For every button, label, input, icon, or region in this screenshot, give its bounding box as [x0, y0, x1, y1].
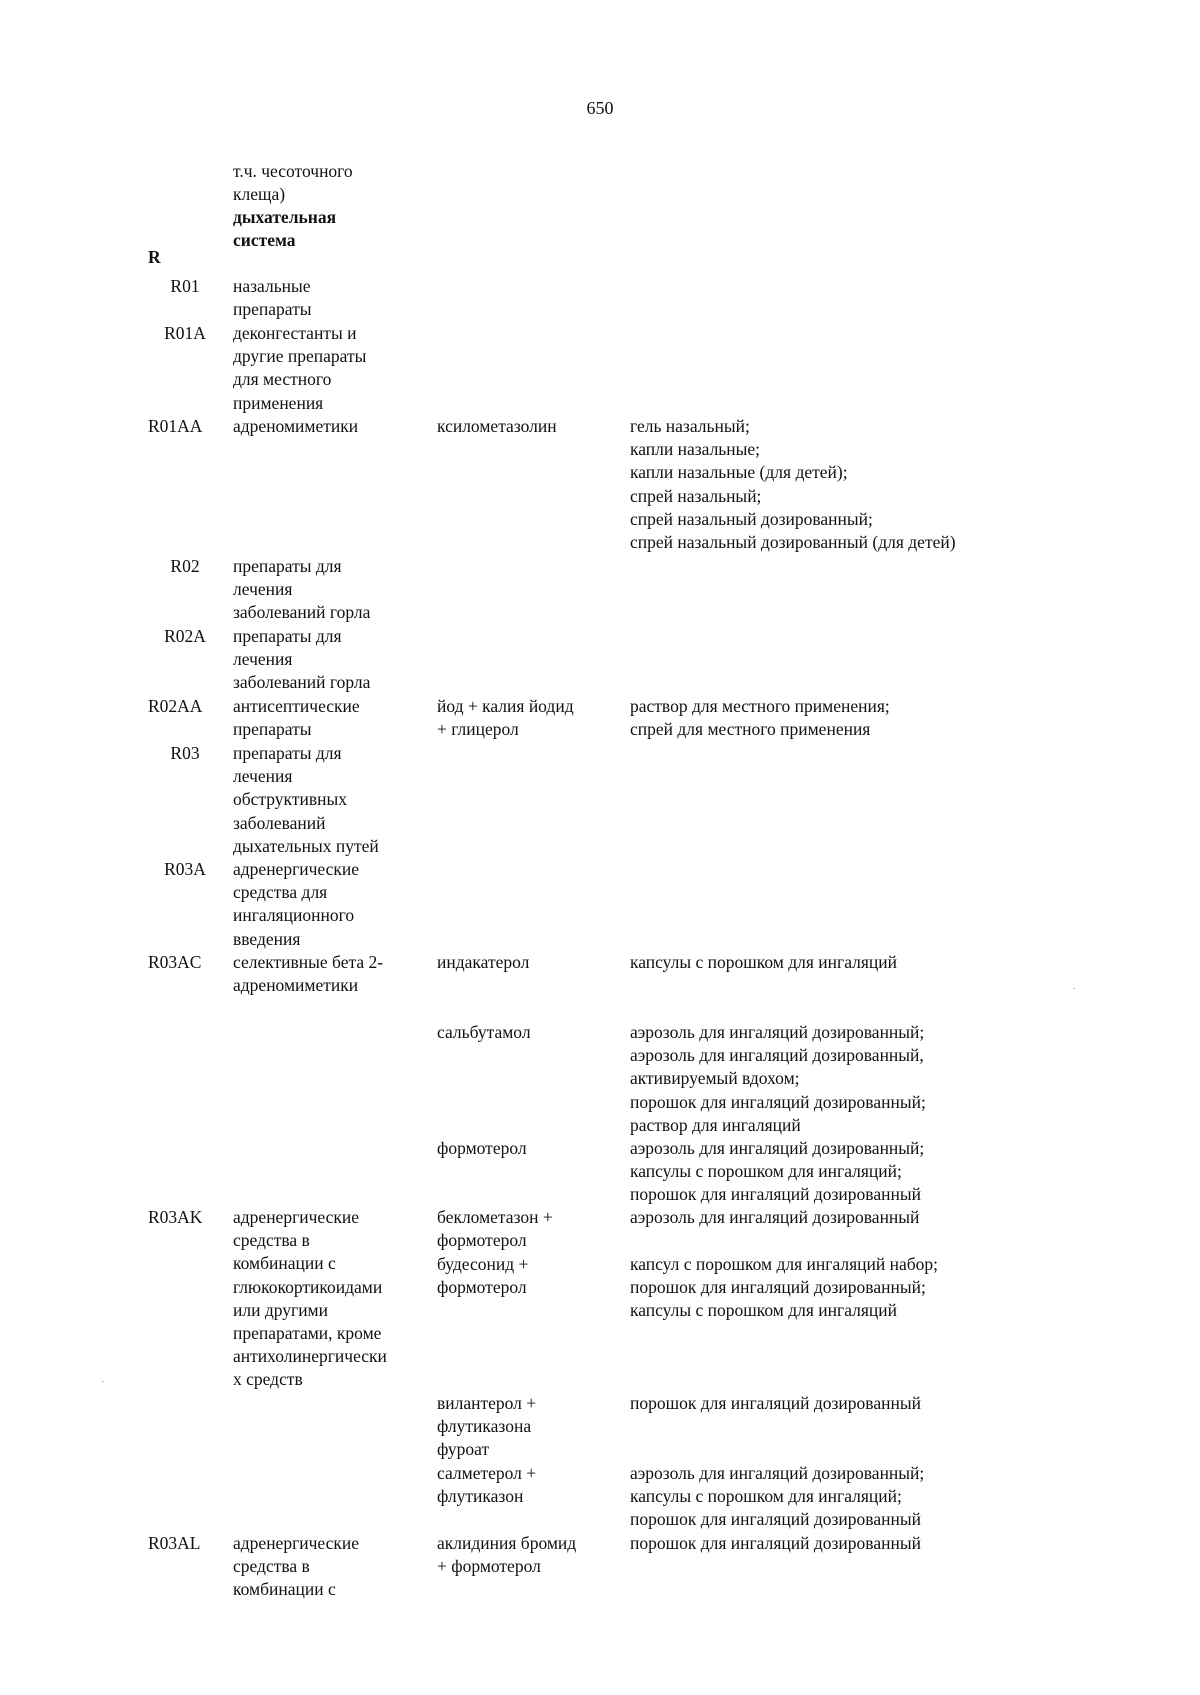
row-code: R02 — [170, 556, 200, 576]
row-name: т.ч. чесоточного клеща) — [233, 161, 353, 205]
row-form: капсул с порошком для ингаляций набор; порошок для ингаляций дозированный; капсулы с порошком для ингаляций — [630, 1254, 939, 1321]
row-name: селективные бета 2- адреномиметики — [233, 952, 384, 996]
row-drug: сальбутамол — [437, 1022, 531, 1042]
row-code: R03 — [170, 743, 200, 763]
row-form: раствор для местного применения; спрей для местного применения — [630, 696, 890, 740]
row-name: адренергические средства в комбинации с — [233, 1533, 360, 1600]
row-form: гель назальный; капли назальные; капли назальные (для детей); спрей назальный; спрей назальный дозированный; спрей назальный дозированный (для детей) — [630, 416, 956, 553]
scan-speck — [102, 1381, 104, 1382]
row-name: адренергические средства в комбинации с глюкокортикоидами или другими препаратами, кроме антихолинергически х средств — [233, 1207, 387, 1390]
page-number: 650 — [586, 98, 614, 118]
row-code: R01A — [164, 323, 206, 343]
row-drug: формотерол — [437, 1138, 527, 1158]
row-name: адренергические средства для ингаляционного введения — [233, 859, 360, 949]
row-code: R02AA — [148, 696, 203, 716]
row-code: R03AC — [148, 952, 202, 972]
row-drug: вилантерол + флутиказона фуроат — [437, 1393, 537, 1460]
row-code: R01 — [170, 276, 200, 296]
row-drug: ксилометазолин — [437, 416, 557, 436]
row-name: назальные препараты — [233, 276, 312, 320]
row-name: препараты для лечения заболеваний горла — [233, 556, 371, 623]
row-code: R01AA — [148, 416, 203, 436]
row-code: R02A — [164, 626, 206, 646]
row-form: порошок для ингаляций дозированный — [630, 1533, 921, 1553]
row-form: капсулы с порошком для ингаляций — [630, 952, 898, 972]
row-drug: будесонид + формотерол — [437, 1254, 529, 1298]
row-code: R03AL — [148, 1533, 201, 1553]
row-form: порошок для ингаляций дозированный — [630, 1393, 921, 1413]
row-drug: беклометазон + формотерол — [437, 1207, 553, 1251]
row-drug: аклидиния бромид + формотерол — [437, 1533, 577, 1577]
row-drug: индакатерол — [437, 952, 530, 972]
row-drug: йод + калия йодид + глицерол — [437, 696, 574, 740]
row-name: препараты для лечения заболеваний горла — [233, 626, 371, 693]
row-form: аэрозоль для ингаляций дозированный — [630, 1207, 920, 1227]
row-form: аэрозоль для ингаляций дозированный; капсулы с порошком для ингаляций; порошок для ингаляций дозированный — [630, 1138, 925, 1205]
scan-speck — [1073, 988, 1075, 989]
row-form: аэрозоль для ингаляций дозированный; капсулы с порошком для ингаляций; порошок для ингаляций дозированный — [630, 1463, 925, 1530]
row-name: дыхательная система — [233, 207, 337, 251]
row-name: адреномиметики — [233, 416, 359, 436]
row-form: аэрозоль для ингаляций дозированный; аэрозоль для ингаляций дозированный, активируемый вдохом; порошок для ингаляций дозированный; раствор для ингаляций — [630, 1022, 926, 1135]
row-code: R03AK — [148, 1207, 203, 1227]
row-code: R — [148, 247, 161, 267]
row-name: деконгестанты и другие препараты для местного применения — [233, 323, 367, 413]
row-name: препараты для лечения обструктивных заболеваний дыхательных путей — [233, 743, 379, 856]
row-drug: салметерол + флутиказон — [437, 1463, 537, 1507]
row-name: антисептические препараты — [233, 696, 360, 740]
row-code: R03A — [164, 859, 206, 879]
